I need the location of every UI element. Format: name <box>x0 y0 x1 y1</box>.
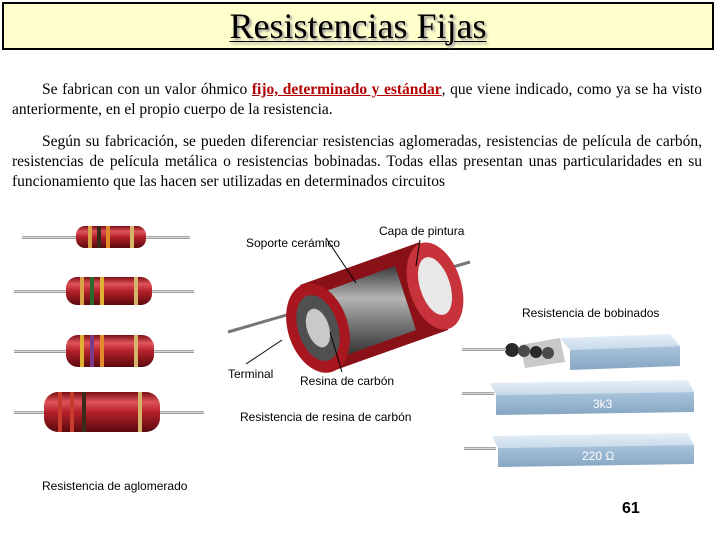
label-resistencia-resina-carbon: Resistencia de resina de carbón <box>240 410 412 424</box>
small-resistor-1 <box>22 226 190 248</box>
intro-text-before: Se fabrican con un valor óhmico <box>42 81 252 98</box>
label-capa-de-pintura: Capa de pintura <box>379 224 465 238</box>
intro-highlight: fijo, determinado y estándar <box>251 81 442 98</box>
label-soporte-ceramico: Soporte cerámico <box>246 236 341 250</box>
label-resistencia-aglomerado: Resistencia de aglomerado <box>42 479 188 493</box>
types-text: Según su fabricación, se pueden diferenciar resistencias aglomeradas, resistencias de película de carbón, resistencias de película metálica o resistencias bobinadas. Todas ellas presentan unas particularidades en su funcionamiento que las hacen ser utilizadas en determinados circuitos <box>12 133 702 190</box>
ceramic-block-220 <box>464 433 694 467</box>
block-marking-220: 220 Ω <box>582 449 615 463</box>
ceramic-block-3k3 <box>462 380 694 415</box>
cutaway-resistor <box>228 235 474 381</box>
wirewound-resistor <box>462 334 680 370</box>
small-resistor-4 <box>14 392 204 432</box>
small-resistor-2 <box>14 277 194 305</box>
label-resina-de-carbon: Resina de carbón <box>300 374 395 388</box>
intro-text-after: , que viene indicado, como ya se ha visto anteriormente, en el propio cuerpo de la resistencia. <box>12 81 702 118</box>
label-terminal: Terminal <box>228 367 274 381</box>
small-resistor-3 <box>14 335 194 367</box>
page-number: 61 <box>622 500 640 517</box>
page-title: Resistencias Fijas <box>229 6 487 46</box>
block-marking-3k3: 3k3 <box>593 397 613 411</box>
label-resistencia-bobinados: Resistencia de bobinados <box>522 306 660 320</box>
